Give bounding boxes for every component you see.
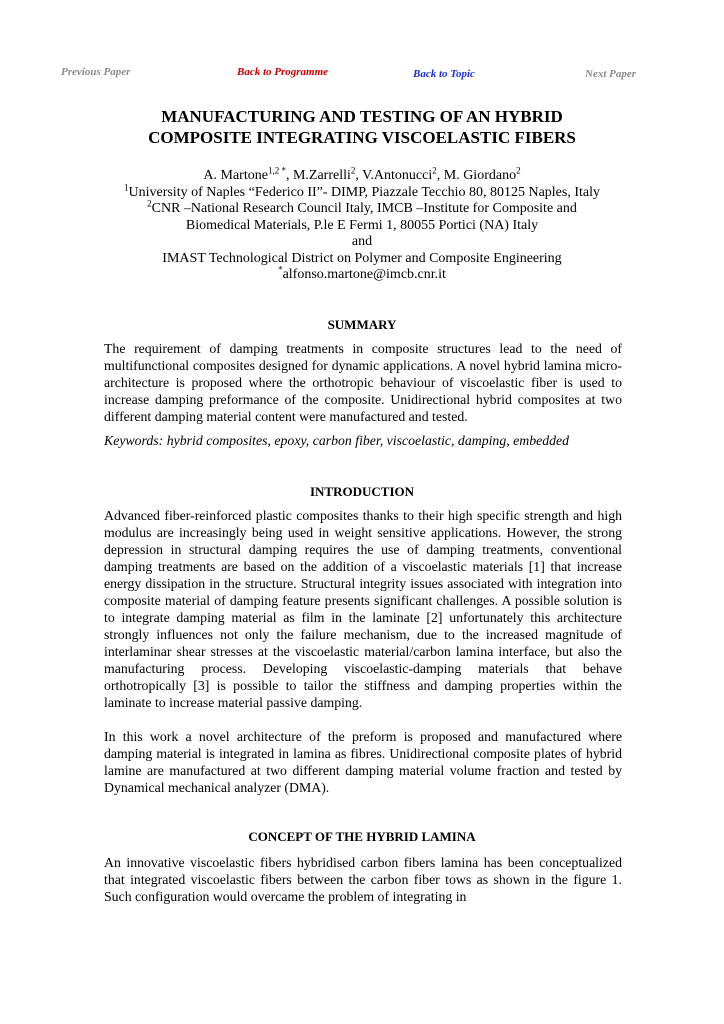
affiliation-2 xyxy=(60,198,664,218)
title-line-1: MANUFACTURING AND TESTING OF AN HYBRID xyxy=(161,107,563,126)
author-superscript: 1,2 * xyxy=(267,165,286,176)
affiliation-2-cont: Biomedical Materials, P.le E Fermi 1, 80055 Portici (NA) Italy xyxy=(185,217,539,233)
author-block xyxy=(60,165,664,284)
keywords-line: Keywords: hybrid composites, epoxy, carbon fiber, viscoelastic, damping, embedded xyxy=(104,433,570,448)
email-superscript: * xyxy=(278,264,283,275)
author-superscript: 2 xyxy=(516,165,521,176)
paper-title xyxy=(60,106,664,148)
concept-heading: CONCEPT OF THE HYBRID LAMINA xyxy=(248,829,476,844)
author-superscript: 2 xyxy=(432,165,437,176)
email-address: alfonso.martone@imcb.cnr.it xyxy=(282,267,446,282)
affiliation-superscript: 1 xyxy=(123,181,129,192)
previous-paper-link[interactable]: Previous Paper xyxy=(61,66,131,78)
affiliation-superscript: 2 xyxy=(147,198,152,209)
author-name: , M. Giordano xyxy=(436,168,517,183)
author-superscript: 2 xyxy=(350,165,356,176)
introduction-paragraph-2: In this work a novel architecture of the preform is proposed and manufactured where damping material is integrated in lamina as fibres. Unidirectional composite plates of hybrid lamine are manufactured at two different damping material volume fraction and tested by Dynamical mechanical analyzer (DMA). xyxy=(104,729,622,795)
back-to-programme-link[interactable]: Back to Programme xyxy=(237,66,329,78)
and-text: and xyxy=(351,234,373,249)
author-list xyxy=(60,165,664,185)
summary-heading: SUMMARY xyxy=(327,317,397,332)
introduction-heading: INTRODUCTION xyxy=(309,484,414,499)
affiliation-text: University of Naples “Federico II”- DIMP, Piazzale Tecchio 80, 80125 Naples, Italy xyxy=(128,184,600,200)
affiliation-text: CNR –National Research Council Italy, IMCB –Institute for Composite and xyxy=(151,201,577,216)
next-paper-link[interactable]: Next Paper xyxy=(585,68,637,80)
back-to-topic-link[interactable]: Back to Topic xyxy=(413,68,475,80)
summary-text: The requirement of damping treatments in composite structures lead to the need of multifunctional composites designed for dynamic applications. A novel hybrid lamina micro-architecture is proposed where the orthotropic behaviour of viscoelastic fiber is used to increase damping preformance of the composite. Unidirectional hybrid composites at two different damping material content were manufactured and tested. xyxy=(104,341,622,424)
author-name: , M.Zarrelli xyxy=(285,168,351,183)
affiliation-3: IMAST Technological District on Polymer and Composite Engineering xyxy=(162,250,562,266)
concept-paragraph: An innovative viscoelastic fibers hybridised carbon fibers lamina has been conceptualized that integrated viscoelastic fibers between the carbon fiber tows as shown in the figure 1. Such configuration would overcame the problem of integrating in xyxy=(104,855,622,904)
author-name: A. Martone xyxy=(203,168,268,183)
title-line-2: COMPOSITE INTEGRATING VISCOELASTIC FIBERS xyxy=(148,128,576,147)
introduction-paragraph-1: Advanced fiber-reinforced plastic composites thanks to their high specific strength and high modulus are increasingly being used in weight sensitive applications. However, the strong depression in structural damping requires the use of damping treatments, conventional damping treatments are based on the addition of a viscoelastic materials [1] that increase energy dissipation in the structure. Structural integrity issues associated with integration into composite material of damping feature presents significant challenges. A possible solution is to integrate damping material as film in the laminate [2] unfortunately this architecture strongly influences not only the failure mechanism, due to the increased magnitude of interlaminar shear stresses at the viscoelastic material/carbon lamina interface, but also the manufacturing process. Developing viscoelastic-damping materials that behave orthotropically [3] is possible to tailor the stiffness and damping properties within the laminate to increase material passive damping. xyxy=(104,508,622,710)
author-name: , V.Antonucci xyxy=(355,168,433,183)
email-line xyxy=(60,264,664,284)
